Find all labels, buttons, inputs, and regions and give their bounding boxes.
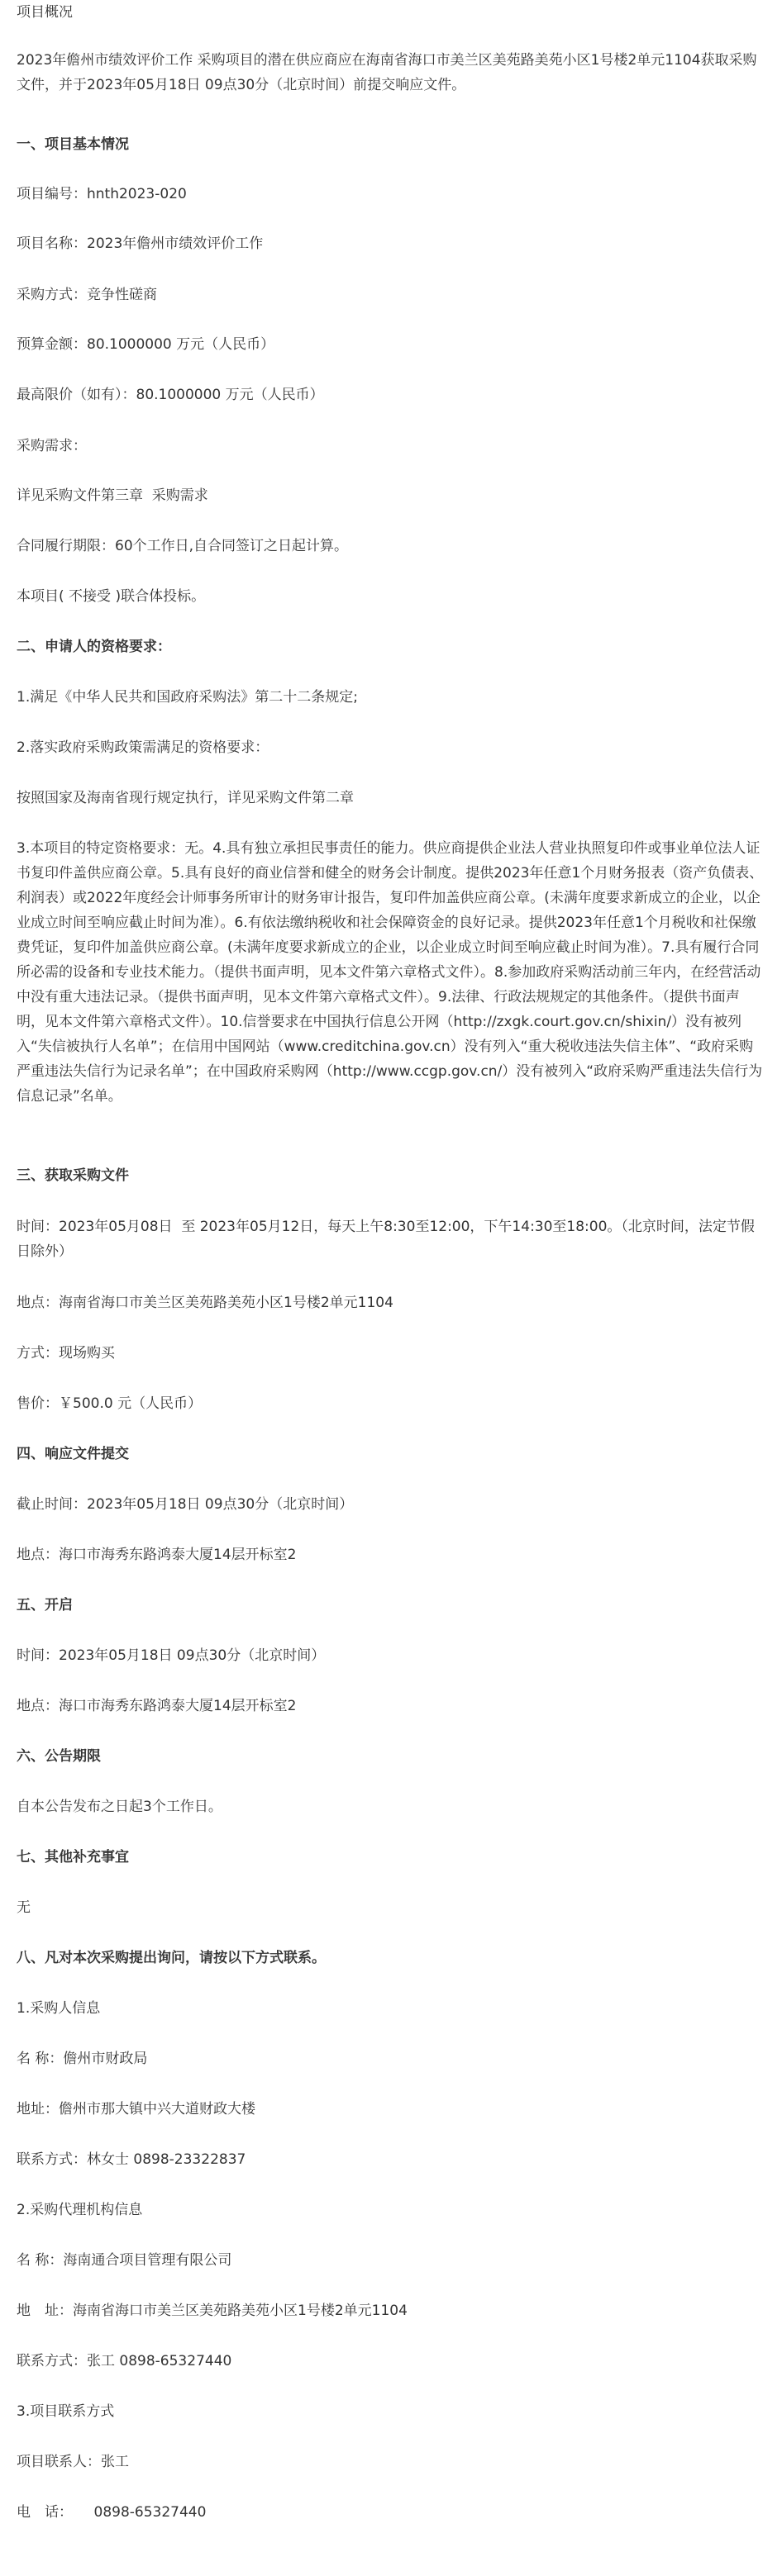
buyer-contact: 联系方式：林女士 0898-23322837 xyxy=(17,2151,246,2168)
section-6-heading: 六、公告期限 xyxy=(17,1748,101,1765)
opening-place: 地点：海口市海秀东路鸿泰大厦14层开标室2 xyxy=(17,1698,297,1714)
buyer-label: 1.采购人信息 xyxy=(17,2000,101,2017)
section-5-heading: 五、开启 xyxy=(17,1597,73,1614)
buyer-address: 地址：儋州市那大镇中兴大道财政大楼 xyxy=(17,2101,255,2117)
section-8-heading: 八、凡对本次采购提出询问，请按以下方式联系。 xyxy=(17,1950,326,1966)
project-name: 项目名称：2023年儋州市绩效评价工作 xyxy=(17,235,264,252)
procurement-method: 采购方式：竞争性磋商 xyxy=(17,287,157,303)
requirement-2: 2.落实政府采购政策需满足的资格要求： xyxy=(17,739,269,756)
section-7-heading: 七、其他补充事宜 xyxy=(17,1849,129,1865)
buyer-name: 名 称：儋州市财政局 xyxy=(17,2051,148,2067)
requirement-2-text: 按照国家及海南省现行规定执行，详见采购文件第二章 xyxy=(17,790,354,806)
demand-label: 采购需求： xyxy=(17,438,87,454)
requirement-1: 1.满足《中华人民共和国政府采购法》第二十二条规定; xyxy=(17,689,358,706)
project-contact-phone: 电 话： 0898-65327440 xyxy=(17,2504,207,2521)
submission-place: 地点：海口市海秀东路鸿泰大厦14层开标室2 xyxy=(17,1547,297,1563)
agency-name: 名 称：海南通合项目管理有限公司 xyxy=(17,2252,232,2269)
max-price: 最高限价（如有）：80.1000000 万元（人民币） xyxy=(17,387,324,403)
opening-time: 时间：2023年05月18日 09点30分（北京时间） xyxy=(17,1647,326,1664)
acquire-method: 方式：现场购买 xyxy=(17,1345,115,1362)
project-number: 项目编号：hnth2023-020 xyxy=(17,186,187,202)
agency-contact: 联系方式：张工 0898-65327440 xyxy=(17,2353,232,2369)
agency-label: 2.采购代理机构信息 xyxy=(17,2202,143,2218)
section-1-heading: 一、项目基本情况 xyxy=(17,136,129,153)
acquire-place: 地点：海南省海口市美兰区美苑路美苑小区1号楼2单元1104 xyxy=(17,1295,393,1311)
project-contact-person: 项目联系人：张工 xyxy=(17,2454,129,2470)
project-contact-label: 3.项目联系方式 xyxy=(17,2403,115,2420)
overview-title: 项目概况 xyxy=(17,4,73,21)
supplementary-text: 无 xyxy=(17,1899,31,1916)
acquire-time: 时间：2023年05月08日 至 2023年05月12日，每天上午8:30至12:00，下午14:30至18:00。（北京时间，法定节假日除外） xyxy=(17,1219,755,1260)
consortium-note: 本项目( 不接受 )联合体投标。 xyxy=(17,588,206,605)
submission-deadline: 截止时间：2023年05月18日 09点30分（北京时间） xyxy=(17,1496,354,1513)
contract-period: 合同履行期限：60个工作日,自合同签订之日起计算。 xyxy=(17,538,349,554)
section-4-heading: 四、响应文件提交 xyxy=(17,1446,129,1462)
section-2-heading: 二、申请人的资格要求： xyxy=(17,639,171,655)
demand-text: 详见采购文件第三章 采购需求 xyxy=(17,487,208,504)
budget-amount: 预算金额：80.1000000 万元（人民币） xyxy=(17,336,275,353)
overview-text: 2023年儋州市绩效评价工作 采购项目的潜在供应商应在海南省海口市美兰区美苑路美苑小区1号楼2单元1104获取采购文件，并于2023年05月18日 09点30分（北京时间）前提交响应文件。 xyxy=(17,52,757,93)
document-price: 售价：￥500.0 元（人民币） xyxy=(17,1395,203,1412)
notice-period: 自本公告发布之日起3个工作日。 xyxy=(17,1799,222,1815)
requirement-3: 3.本项目的特定资格要求：无。4.具有独立承担民事责任的能力。供应商提供企业法人营业执照复印件或事业单位法人证书复印件盖供应商公章。5.具有良好的商业信誉和健全的财务会计制度。提供2023年任意1个月财务报表（资产负债表、利润表）或2022年度经会计师事务所审计的财务审计报告，复印件加盖供应商公章。(未满年度要求新成立的企业，以企业成立时间至响应截止时间为准）。6.有依法缴纳税收和社会保障资金的良好记录。提供2023年任意1个月税收和社保缴费凭证，复印件加盖供应商公章。(未满年度要求新成立的企业，以企业成立时间至响应截止时间为准）。7.具有履行合同所必需的设备和专业技术能力。（提供书面声明，见本文件第六章格式文件）。8.参加政府采购活动前三年内，在经营活动中没有重大违法记录。（提供书面声明，见本文件第六章格式文件）。9.法律、行政法规规定的其他条件。（提供书面声明，见本文件第六章格式文件）。10.信誉要求在中国执行信息公开网（http://zxgk.court.gov.cn/shixin/）没有被列入“失信被执行人名单”；在信用中国网站（www.creditchina.gov.cn）没有列入“重大税收违法失信主体”、“政府采购严重违法失信行为记录名单”；在中国政府采购网（http://www.ccgp.gov.cn/）没有被列入“政府采购严重违法失信行为信息记录”名单。 xyxy=(17,840,764,1105)
agency-address: 地 址：海南省海口市美兰区美苑路美苑小区1号楼2单元1104 xyxy=(17,2303,408,2319)
section-3-heading: 三、获取采购文件 xyxy=(17,1167,129,1184)
